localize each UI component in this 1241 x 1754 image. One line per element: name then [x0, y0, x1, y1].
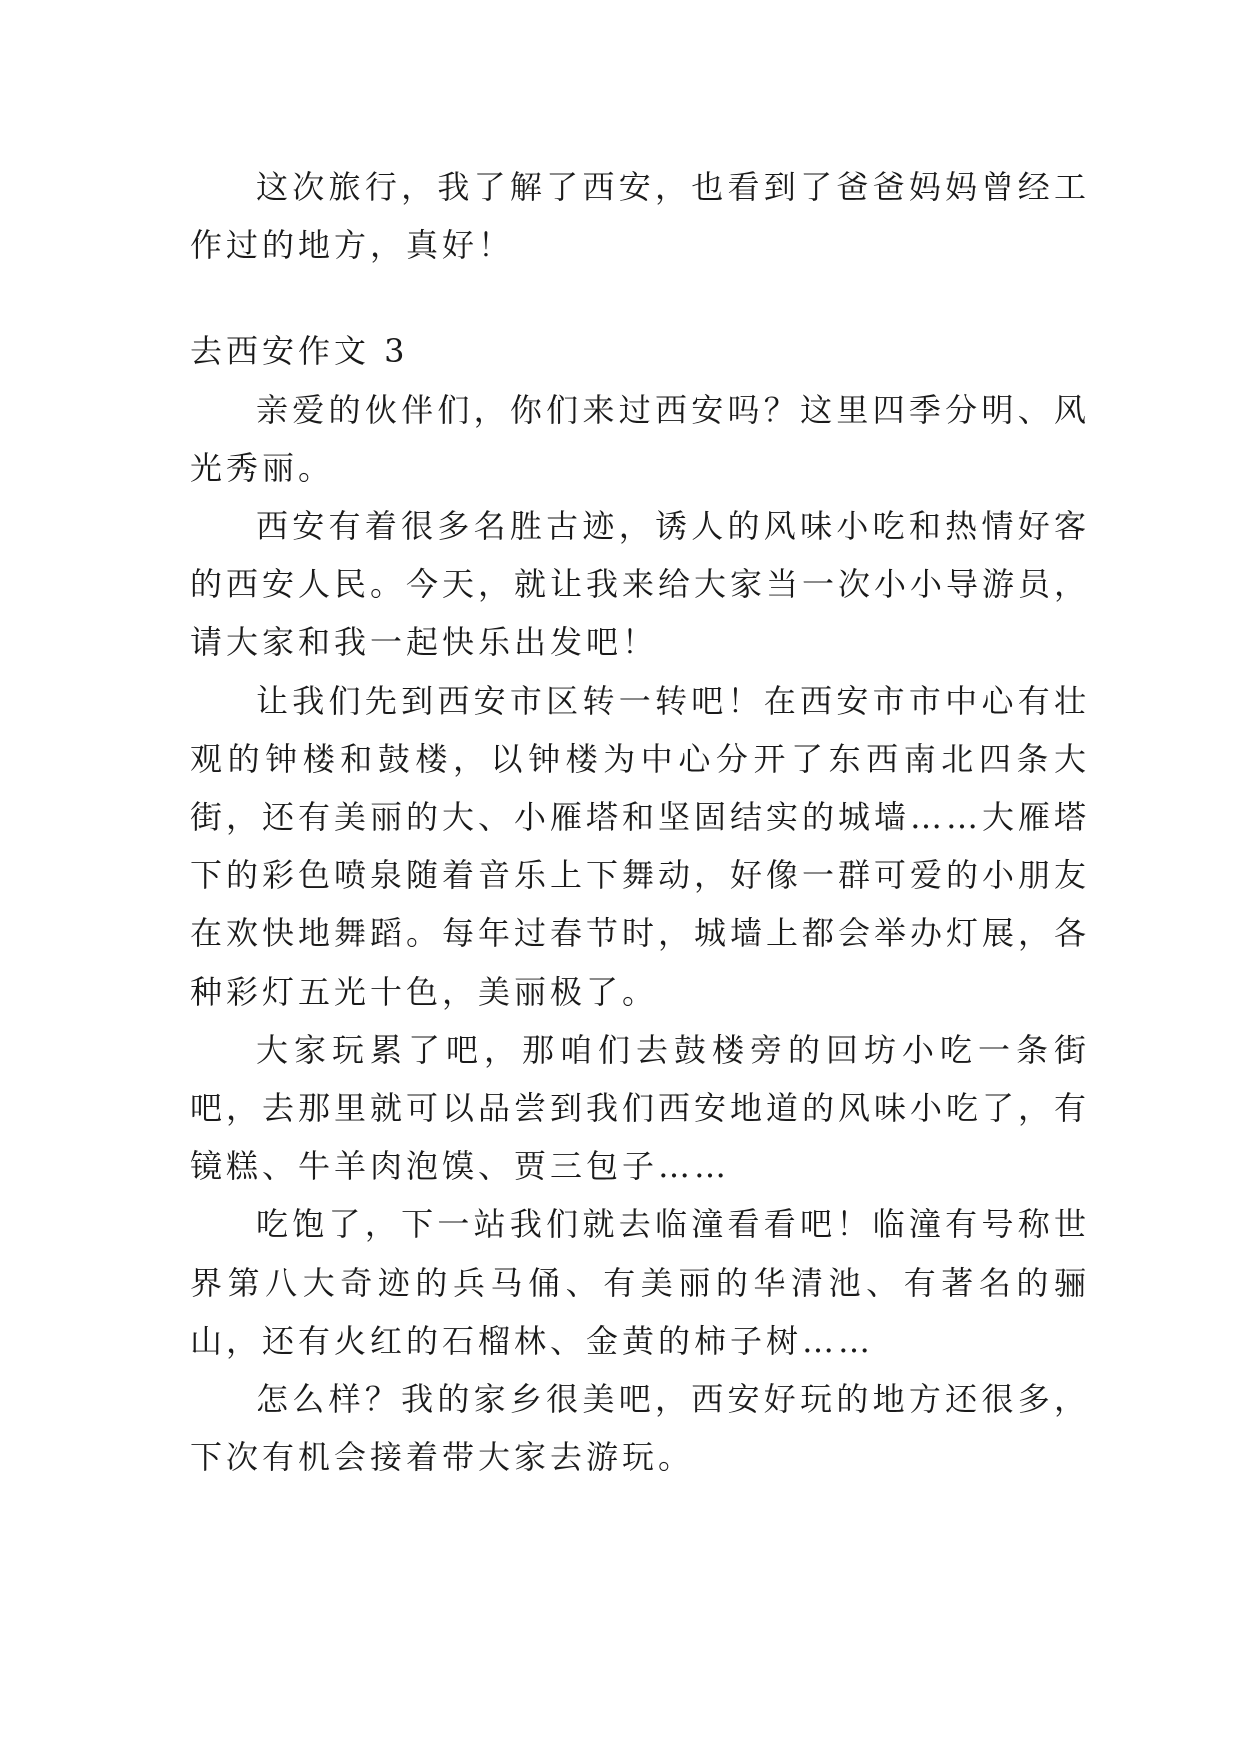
section-title: 去西安作文 3 [190, 332, 409, 371]
paragraph-5: 吃饱了，下一站我们就去临潼看看吧！临潼有号称世界第八大奇迹的兵马俑、有美丽的华清池、有著名的骊山，还有火红的石榴林、金黄的柿子树…… [190, 1205, 1090, 1360]
paragraph-3: 让我们先到西安市区转一转吧！在西安市市中心有壮观的钟楼和鼓楼，以钟楼为中心分开了东西南北四条大街，还有美丽的大、小雁塔和坚固结实的城墙……大雁塔下的彩色喷泉随着音乐上下舞动，好像一群可爱的小朋友在欢快地舞蹈。每年过春节时，城墙上都会举办灯展，各种彩灯五光十色，美丽极了。 [190, 681, 1091, 1011]
paragraph-4: 大家玩累了吧，那咱们去鼓楼旁的回坊小吃一条街吧，去那里就可以品尝到我们西安地道的风味小吃了，有镜糕、牛羊肉泡馍、贾三包子…… [190, 1030, 1091, 1186]
paragraph-6: 怎么样？我的家乡很美吧，西安好玩的地方还很多，下次有机会接着带大家去游玩。 [190, 1380, 1090, 1477]
section-gap [190, 274, 1090, 322]
paragraph-2: 西安有着很多名胜古迹，诱人的风味小吃和热情好客的西安人民。今天，就让我来给大家当一次小小导游员，请大家和我一起快乐出发吧！ [190, 507, 1091, 662]
paragraph-1: 亲爱的伙伴们，你们来过西安吗？这里四季分明、风光秀丽。 [190, 390, 1090, 487]
intro-paragraph: 这次旅行，我了解了西安，也看到了爸爸妈妈曾经工作过的地方，真好！ [190, 168, 1090, 265]
document-body [190, 158, 1090, 1486]
